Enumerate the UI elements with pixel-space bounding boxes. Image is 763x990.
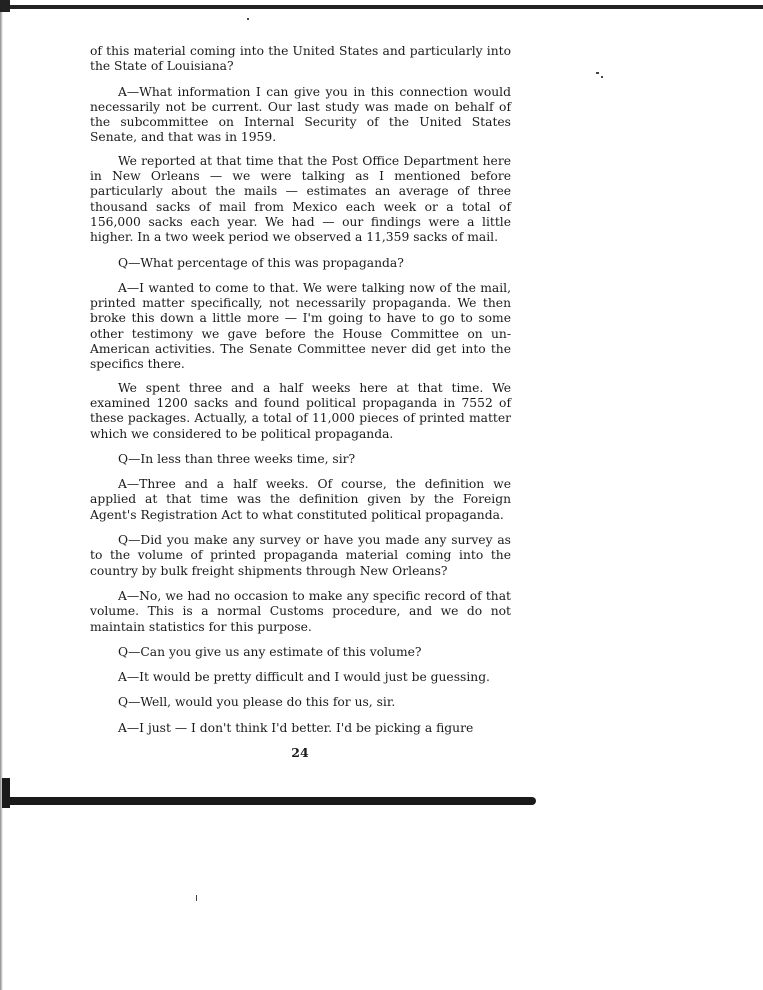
answer-paragraph: A—Three and a half weeks. Of course, the definition we applied at that time was the definition given by the Foreign Agent's Registration Act to what constituted political propaganda. xyxy=(90,477,511,522)
page-number: 24 xyxy=(291,745,309,760)
scan-speck xyxy=(596,72,599,74)
answer-paragraph: A—I just — I don't think I'd better. I'd be picking a figure xyxy=(118,720,474,735)
answer-paragraph: A—No, we had no occasion to make any specific record of that volume. This is a normal Customs procedure, and we do not maintain statistics for this purpose. xyxy=(90,588,511,634)
paragraph-continuation: of this material coming into the United States and particularly into the State of Louisiana? xyxy=(90,44,511,74)
answer-paragraph: A—I wanted to come to that. We were talking now of the mail, printed matter specifically, not necessarily propaganda. We then broke this down a little more — I'm going to have to go to some other testimony we gave before the House Committee on un-American activities. The Senate Committee never did get into the specifics there. xyxy=(90,280,511,372)
question-paragraph: Q—Did you make any survey or have you made any survey as to the volume of printed propaganda material coming into the country by bulk freight shipments through New Orleans? xyxy=(90,533,511,578)
transcript-body xyxy=(90,44,511,736)
answer-paragraph: A—It would be pretty difficult and I would just be guessing. xyxy=(118,670,490,685)
scan-speck xyxy=(601,76,603,78)
top-border-rule xyxy=(0,5,763,9)
bottom-border-rule xyxy=(6,797,536,805)
scan-speck xyxy=(247,18,249,20)
answer-paragraph: We spent three and a half weeks here at that time. We examined 1200 sacks and found political propaganda in 7552 of these packages. Actually, a total of 11,000 pieces of printed matter which we considered to be political propaganda. xyxy=(90,380,511,441)
answer-paragraph: We reported at that time that the Post Office Department here in New Orleans — we were talking as I mentioned before particularly about the mails — estimates an average of three thousand sacks of mail from Mexico each week or a total of 156,000 sacks each year. We had — our findings were a little higher. In a two week period we observed a 11,359 sacks of mail. xyxy=(90,153,511,245)
question-paragraph: Q—Can you give us any estimate of this volume? xyxy=(118,644,422,659)
question-paragraph: Q—What percentage of this was propaganda? xyxy=(118,255,404,270)
page-left-edge xyxy=(0,0,3,990)
answer-paragraph: A—What information I can give you in this connection would necessarily not be current. Our last study was made on behalf of the subcommittee on Internal Security of the United States Senate, and that was in 1959. xyxy=(90,84,511,145)
question-paragraph: Q—In less than three weeks time, sir? xyxy=(118,451,356,466)
scan-speck xyxy=(196,895,197,901)
question-paragraph: Q—Well, would you please do this for us, sir. xyxy=(118,695,396,710)
